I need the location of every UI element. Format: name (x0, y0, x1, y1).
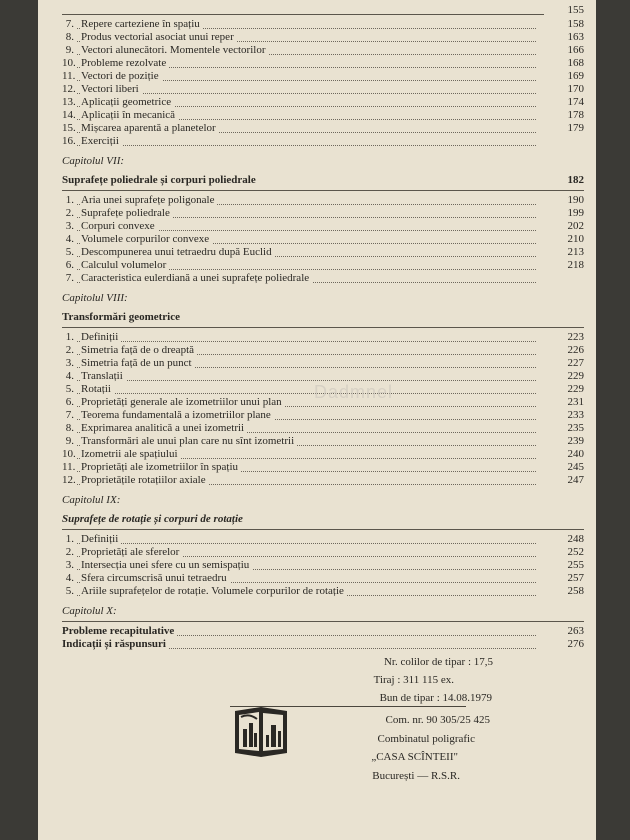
entry-number: 4. (62, 370, 77, 383)
page-number: 235 (544, 422, 584, 435)
chapter-9-label: Capitolul IX: (62, 494, 121, 506)
page-number: 169 (544, 70, 584, 83)
entry-title: Produs vectorial asociat unui reper (81, 31, 237, 44)
page-number: 199 (544, 207, 584, 220)
entry-number: 5. (62, 383, 77, 396)
entry-title: Teorema fundamentală a izometriilor plane (81, 409, 274, 422)
page-number: 231 (544, 396, 584, 409)
colophon-sheets: Nr. colilor de tipar : 17,5 (383, 656, 493, 668)
page-number: 202 (544, 220, 584, 233)
entry-number: 1. (62, 331, 77, 344)
page-number: 263 (544, 625, 584, 638)
entry-number: 4. (62, 572, 77, 585)
entry-title: Descompunerea unui tetraedru după Euclid (81, 246, 275, 259)
entry-number: 10. (62, 57, 76, 69)
entry-number: 12. (62, 83, 76, 95)
entry-number: 1. (62, 533, 77, 546)
entry-number: 5. (62, 585, 77, 598)
entry-title: Proprietăți ale sferelor (81, 546, 182, 559)
page-number: 229 (544, 370, 584, 383)
entry-title: Indicații și răspunsuri (62, 638, 169, 651)
colophon-print-run: Tiraj : 311 115 ex. (373, 674, 454, 686)
entry-title: Izometrii ale spațiului (81, 448, 181, 461)
entry-title: Caracteristica eulerdiană a unei suprafețe poliedrale (81, 272, 312, 285)
entry-title: Simetria față de un punct (81, 357, 195, 370)
colophon-printer: Combinatul poligrafic (377, 733, 475, 745)
colophon-print-date: Bun de tipar : 14.08.1979 (379, 692, 492, 704)
colophon-order: Com. nr. 90 305/25 425 (385, 714, 490, 726)
chapter-8-label: Capitolul VIII: (62, 292, 128, 304)
entry-title: Proprietăți ale izometriilor în spațiu (81, 461, 241, 474)
page-number: 233 (544, 409, 584, 422)
page-number: 179 (544, 122, 584, 135)
page-number: 190 (544, 194, 584, 207)
page-number: 163 (544, 31, 584, 44)
entry-title: Rotații (81, 383, 114, 396)
entry-title: Transformări ale unui plan care nu sînt izometrii (81, 435, 297, 448)
entry-title: Corpuri convexe (81, 220, 158, 233)
entry-title: Proprietățile rotațiilor axiale (81, 474, 209, 487)
entry-number: 3. (62, 357, 77, 370)
entry-title: Definiții (81, 533, 121, 546)
publisher-logo-icon (233, 705, 289, 759)
entry-title: Vectori alunecători. Momentele vectorilor (81, 44, 268, 57)
page-number: 158 (544, 18, 584, 31)
entry-title: Simetria față de o dreaptă (81, 344, 197, 357)
page-number: 245 (544, 461, 584, 474)
entry-title: Vectori de poziție (81, 70, 162, 83)
page-number: 252 (544, 546, 584, 559)
entry-number: 5. (62, 246, 77, 259)
page-number: 178 (544, 109, 584, 122)
page-number: 166 (544, 44, 584, 57)
entry-number: 8. (62, 422, 77, 435)
entry-number: 11. (62, 461, 76, 473)
chapter-10-label: Capitolul X: (62, 605, 117, 617)
entry-title: Definiții (81, 331, 121, 344)
entry-title: Ariile suprafețelor de rotație. Volumele corpurilor de rotație (81, 585, 347, 598)
page-number: 213 (544, 246, 584, 259)
colophon-city: București — R.S.R. (372, 770, 460, 782)
page-number: 226 (544, 344, 584, 357)
entry-number: 9. (62, 435, 77, 448)
entry-number: 6. (62, 259, 77, 272)
chapter-7-label: Capitolul VII: (62, 155, 125, 167)
entry-number: 1. (62, 194, 77, 207)
entry-title: Sfera circumscrisă unui tetraedru (81, 572, 230, 585)
entry-number: 6. (62, 396, 77, 409)
entry-number: 12. (62, 474, 76, 486)
entry-number: 3. (62, 220, 77, 233)
entry-number: 11. (62, 70, 76, 82)
entry-title: Aria unei suprafețe poligonale (81, 194, 217, 207)
chapter-9-title: Suprafețe de rotație și corpuri de rotație (62, 513, 243, 525)
entry-number: 4. (62, 233, 77, 246)
entry-title: Exprimarea analitică a unei izometrii (81, 422, 247, 435)
entry-number: 10. (62, 448, 76, 460)
watermark: Dadmnel (314, 382, 394, 402)
page-number: 229 (544, 383, 584, 396)
page-number: 255 (544, 559, 584, 572)
page-number: 257 (544, 572, 584, 585)
entry-title: Aplicații în mecanică (81, 109, 178, 122)
entry-title: Calculul volumelor (81, 259, 169, 272)
page-number: 170 (544, 83, 584, 96)
page-number: 218 (544, 259, 584, 272)
entry-number: 7. (62, 18, 77, 31)
colophon-printer-name: „CASA SCÎNTEII" (371, 751, 458, 763)
page-number: 258 (544, 585, 584, 598)
page-number: 227 (544, 357, 584, 370)
entry-title: Vectori liberi (81, 83, 142, 96)
page-number: 276 (544, 638, 584, 651)
entry-title: Repere carteziene în spațiu (81, 18, 203, 31)
page-number: 210 (544, 233, 584, 246)
entry-title: Probleme recapitulative (62, 625, 177, 638)
entry-number: 7. (62, 409, 77, 422)
entry-number: 15. (62, 122, 76, 134)
page-number: 155 (544, 4, 584, 17)
entry-number: 8. (62, 31, 77, 44)
chapter-8-title: Transformări geometrice (62, 311, 180, 323)
page-number: 174 (544, 96, 584, 109)
page-number: 168 (544, 57, 584, 70)
page-number: 223 (544, 331, 584, 344)
entry-number: 2. (62, 546, 77, 559)
entry-title: Probleme rezolvate (81, 57, 169, 70)
entry-number: 13. (62, 96, 76, 108)
page-number: 247 (544, 474, 584, 487)
entry-title: Aplicații geometrice (81, 96, 174, 109)
chapter-7-title: Suprafețe poliedrale și corpuri poliedrale (62, 173, 259, 188)
entry-title: Intersecția unei sfere cu un semispațiu (81, 559, 252, 572)
entry-number: 14. (62, 109, 76, 121)
page-number: 240 (544, 448, 584, 461)
entry-title: Volumele corpurilor convexe (81, 233, 212, 246)
page-number: 239 (544, 435, 584, 448)
entry-title: Mișcarea aparentă a planetelor (81, 122, 219, 135)
entry-number: 9. (62, 44, 77, 57)
entry-number: 16. (62, 135, 76, 147)
page-number: 248 (544, 533, 584, 546)
entry-number: 7. (62, 272, 77, 285)
entry-title: Translații (81, 370, 126, 383)
entry-title: Suprafețe poliedrale (81, 207, 173, 220)
entry-number: 2. (62, 344, 77, 357)
page-number: 182 (544, 173, 584, 188)
entry-number: 3. (62, 559, 77, 572)
entry-number: 2. (62, 207, 77, 220)
entry-title: Exerciții (81, 135, 122, 148)
entry-title: Proprietăți generale ale izometriilor unui plan (81, 396, 285, 409)
